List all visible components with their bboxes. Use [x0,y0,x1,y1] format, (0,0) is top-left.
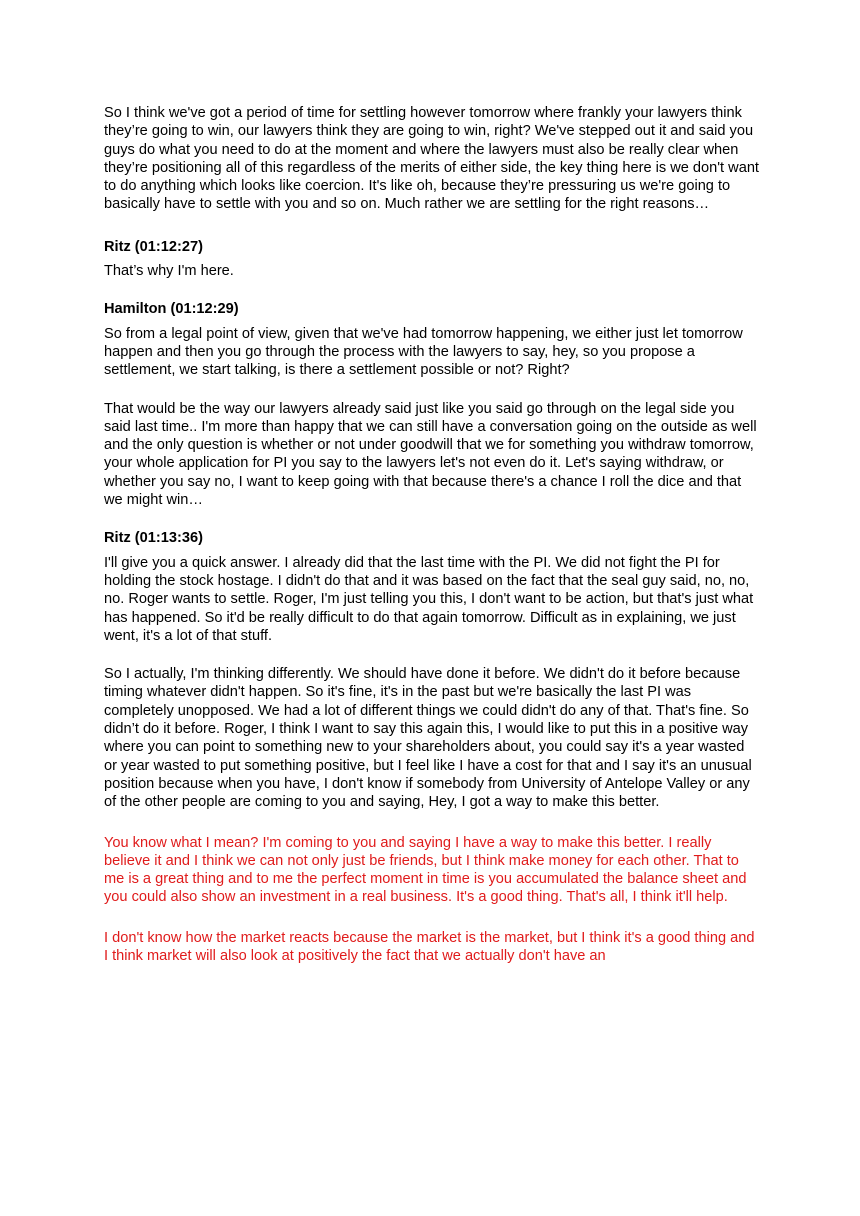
speaker-label: Ritz (01:12:27) [104,238,203,255]
transcript-page [104,104,760,987]
speaker-label: Ritz (01:13:36) [104,530,203,547]
speaker-text: So from a legal point of view, given that we've had tomorrow happening, we either just let tomorrow happen and then you go through the process with the lawyers to say, hey, so you propose a settlement, we start talking, is there a settlement possible or not? Right? [104,325,743,379]
transcript-paragraph: So I think we've got a period of time for settling however tomorrow where frankly your lawyers think they’re going to win, our lawyers think they are going to win, right? We've stepped out it and said you guys do what you need to do at the moment and where the lawyers must also be really clear when they’re positioning all of this regardless of the merits of either side, the key thing here is we don't want to do anything which looks like coercion. It's like oh, because they’re pressuring us we're going to basically have to settle with you and so on. Much rather we are settling for the right reasons… [104,105,759,213]
speaker-block [104,238,760,281]
speaker-block [104,529,760,645]
speaker-label: Hamilton (01:12:29) [104,301,239,318]
transcript-paragraph: So I actually, I'm thinking differently. We should have done it before. We didn't do it before because timing whatever didn't happen. So it's fine, it's in the past but we're basically the last PI was completely unopposed. We had a lot of different things we could didn't do any of that. That's fine. So didn’t do it before. Roger, I think I want to say this again this, I would like to put this in a positive way where you can point to something new to your shareholders about, you could say it's a year wasted or year wasted to put something positive, but I feel like I have a cost for that and I say it's an unusual position because when you have, I don't know if somebody from University of Antelope Valley or any of the other people are coming to you and saying, Hey, I got a way to make this better. [104,666,752,811]
highlighted-paragraph: You know what I mean? I'm coming to you and saying I have a way to make this better. I really believe it and I think we can not only just be friends, but I think make money for each other. That to me is a great thing and to me the perfect moment in time is you accumulated the balance sheet and you could also show an investment in a real business. It's a good thing. That's all, I think it'll help. [104,834,747,906]
speaker-text: I'll give you a quick answer. I already did that the last time with the PI. We did not fight the PI for holding the stock hostage. I didn't do that and it was based on the fact that the seal guy said, no, no, no. Roger wants to settle. Roger, I'm just telling you this, I don't want to be action, but that's just what has happened. So it'd be really difficult to do that again tomorrow. Difficult as in explaining, we just went, it's a lot of that stuff. [104,554,754,644]
highlighted-paragraph: I don't know how the market reacts because the market is the market, but I think it's a good thing and I think market will also look at positively the fact that we actually don't have an [104,929,755,964]
speaker-text: That’s why I'm here. [104,263,234,280]
transcript-paragraph: That would be the way our lawyers already said just like you said go through on the legal side you said last time.. I'm more than happy that we can still have a conversation going on the outside as well and the only question is whether or not under goodwill that we for something you withdraw tomorrow, your whole application for PI you say to the lawyers let's not even do it. Let's saying withdraw, or whether you say no, I want to keep going with that because there's a chance I roll the dice and that we might win… [104,400,757,509]
speaker-block [104,300,760,379]
